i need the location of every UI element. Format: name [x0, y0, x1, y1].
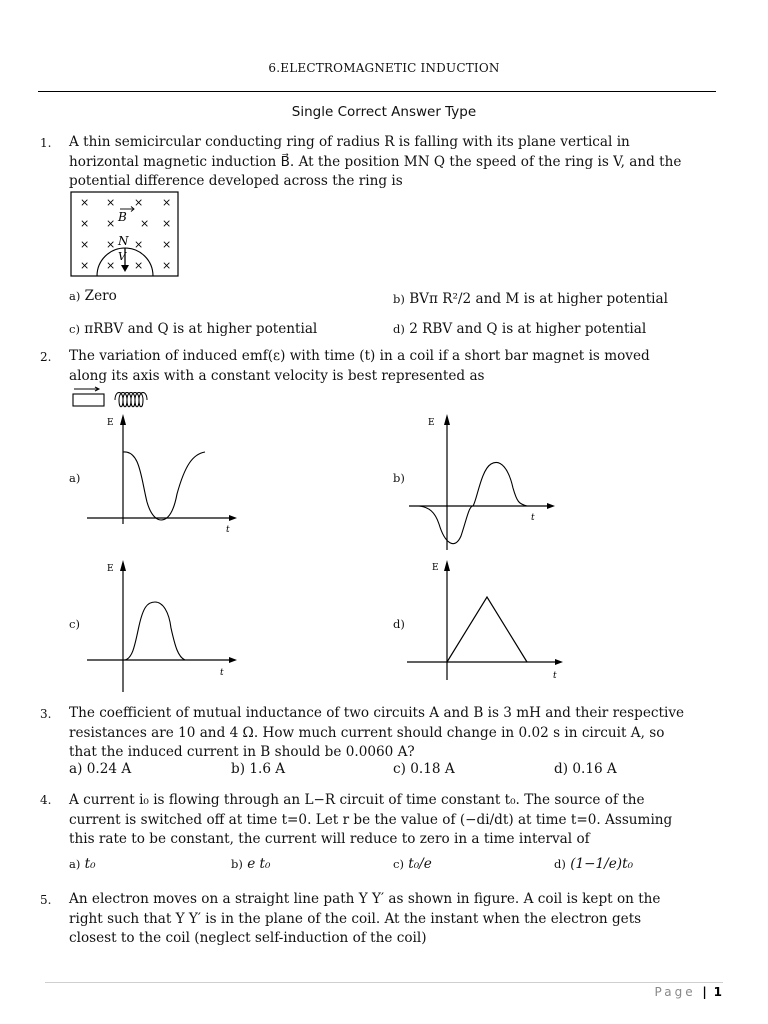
option-d[interactable]: d) 2 RBV and Q is at higher potential — [393, 321, 647, 337]
question-line: horizontal magnetic induction B⃗. At the position MN Q the speed of the ring is V, and the — [69, 153, 682, 170]
question-line: current is switched off at time t=0. Let r be the value of (−di/dt) at time t=0. Assuming — [69, 811, 673, 828]
svg-text:×: × — [80, 196, 90, 209]
option-a[interactable]: a) Zero — [69, 288, 117, 304]
question-text — [69, 347, 719, 386]
page-word: Page — [654, 985, 696, 999]
svg-text:×: × — [162, 217, 172, 230]
option-d[interactable]: d) (1−1/e)t₀ — [554, 856, 634, 872]
y-axis-label: E — [107, 564, 114, 574]
svg-text:×: × — [106, 196, 116, 209]
question-number: 1. — [40, 136, 52, 150]
svg-text:×: × — [106, 259, 116, 272]
question-line: this rate to be constant, the current will reduce to zero in a time interval of — [69, 831, 590, 847]
question-line: A thin semicircular conducting ring of radius R is falling with its plane vertical in — [69, 134, 630, 150]
section-title: Single Correct Answer Type — [291, 104, 477, 120]
graph-option-b[interactable] — [405, 410, 565, 555]
footer-rule — [45, 982, 723, 983]
svg-text:×: × — [162, 238, 172, 251]
option-d[interactable]: d) 0.16 A — [554, 761, 617, 777]
graph-option-a[interactable] — [85, 410, 245, 534]
question-text — [69, 704, 719, 763]
option-text: t₀ — [84, 856, 96, 872]
x-axis-label: t — [220, 668, 224, 678]
field-label: B — [118, 210, 127, 224]
option-b[interactable]: b) BVπ R²/2 and M is at higher potential — [393, 291, 668, 307]
question-line: potential difference developed across the ring is — [69, 173, 403, 189]
option-text: e t₀ — [247, 856, 271, 872]
option-c[interactable]: c) 0.18 A — [393, 761, 455, 777]
option-text: 0.18 A — [410, 761, 455, 777]
question-number: 4. — [40, 793, 52, 807]
x-axis-label: t — [226, 525, 230, 534]
graph-option-c-label[interactable]: c) — [69, 617, 80, 631]
page-footer — [655, 985, 722, 999]
question-line: that the induced current in B should be 0.0060 A? — [69, 744, 415, 760]
question-line: resistances are 10 and 4 Ω. How much current should change in 0.02 s in circuit A, so — [69, 724, 665, 741]
falling-ring-figure — [68, 190, 182, 278]
question-line: The variation of induced emf(ε) with time (t) in a coil if a short bar magnet is moved — [69, 348, 650, 364]
option-text: Zero — [84, 288, 117, 304]
question-line: An electron moves on a straight line path Y Y′ as shown in figure. A coil is kept on the — [69, 891, 661, 907]
graph-option-c[interactable] — [85, 556, 245, 694]
question-number: 3. — [40, 707, 52, 721]
header-rule — [38, 91, 716, 92]
question-number: 5. — [40, 893, 52, 907]
x-axis-label: t — [531, 513, 535, 523]
option-b[interactable]: b) e t₀ — [231, 856, 271, 872]
svg-text:×: × — [80, 217, 90, 230]
svg-text:×: × — [106, 217, 116, 230]
question-line: along its axis with a constant velocity is best represented as — [69, 367, 485, 384]
svg-text:×: × — [80, 238, 90, 251]
graph-option-a-label[interactable]: a) — [69, 471, 81, 485]
y-axis-label: E — [428, 418, 435, 428]
svg-text:×: × — [106, 238, 116, 251]
option-text: BVπ R²/2 and M is at higher potential — [409, 291, 668, 307]
svg-text:×: × — [134, 196, 144, 209]
x-axis-label: t — [553, 671, 557, 681]
question-line: right such that Y Y′ is in the plane of the coil. At the instant when the electron gets — [69, 910, 642, 927]
svg-text:×: × — [134, 238, 144, 251]
option-text: t₀/e — [408, 856, 432, 872]
option-text: (1−1/e)t₀ — [570, 856, 634, 872]
y-axis-label: E — [432, 563, 439, 573]
option-b[interactable]: b) 1.6 A — [231, 761, 286, 777]
svg-text:×: × — [162, 196, 172, 209]
svg-text:×: × — [134, 259, 144, 272]
question-text — [69, 791, 719, 850]
option-text: 0.24 A — [86, 761, 132, 777]
graph-option-d-label[interactable]: d) — [393, 617, 405, 631]
question-line: closest to the coil (neglect self-induction of the coil) — [69, 930, 427, 946]
graph-option-b-label[interactable]: b) — [393, 471, 405, 485]
graph-option-d[interactable] — [405, 556, 575, 684]
velocity-label: V — [118, 250, 126, 263]
svg-text:×: × — [140, 217, 150, 230]
question-line: A current i₀ is flowing through an L−R circuit of time constant t₀. The source of the — [69, 792, 645, 808]
page-separator: | — [702, 985, 707, 999]
y-axis-label: E — [107, 418, 114, 428]
svg-text:×: × — [80, 259, 90, 272]
option-a[interactable]: a) 0.24 A — [69, 761, 132, 777]
option-a[interactable]: a) t₀ — [69, 856, 96, 872]
option-text: πRBV and Q is at higher potential — [84, 321, 318, 337]
svg-text:×: × — [162, 259, 172, 272]
page-number: 1 — [713, 985, 722, 999]
question-text — [69, 133, 719, 192]
question-number: 2. — [40, 350, 52, 364]
option-c[interactable]: c) πRBV and Q is at higher potential — [69, 321, 318, 337]
question-text — [69, 890, 719, 949]
option-c[interactable]: c) t₀/e — [393, 856, 432, 872]
option-text: 1.6 A — [249, 761, 286, 777]
page-header: 6.ELECTROMAGNETIC INDUCTION — [268, 61, 500, 75]
option-text: 2 RBV and Q is at higher potential — [409, 321, 647, 337]
option-text: 0.16 A — [572, 761, 617, 777]
magnet-coil-figure — [70, 386, 180, 410]
question-line: The coefficient of mutual inductance of two circuits A and B is 3 mH and their respective — [69, 705, 685, 721]
point-label: N — [118, 234, 129, 248]
